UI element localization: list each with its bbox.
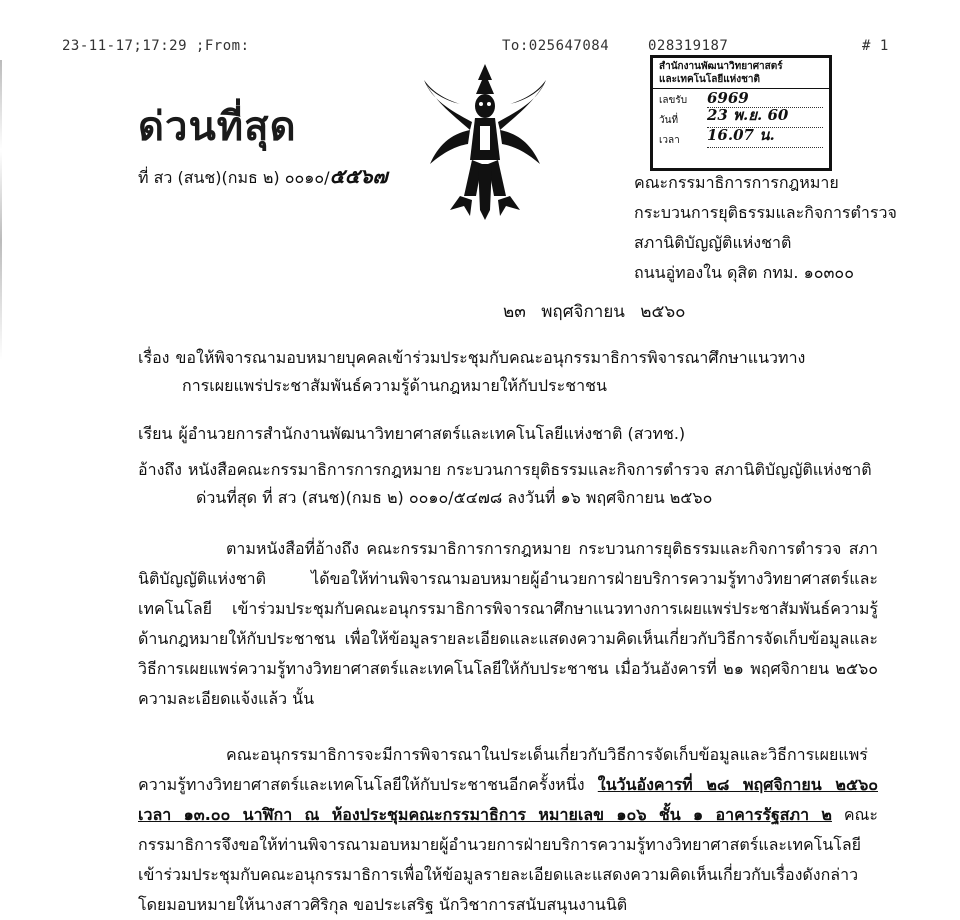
reference-handwritten-number: ๕๕๖๗ bbox=[329, 164, 388, 188]
subject-label: เรื่อง bbox=[138, 348, 170, 367]
urgency-label: ด่วนที่สุด bbox=[138, 103, 297, 150]
sender-address-line: กระบวนการยุติธรรมและกิจการตำรวจ bbox=[634, 203, 897, 222]
stamp-org-line1: สำนักงานพัฒนาวิทยาศาสตร์ bbox=[659, 61, 783, 72]
stamp-row-time bbox=[653, 126, 829, 149]
fax-header-number: 028319187 bbox=[648, 38, 729, 54]
paragraph-2-intro: คณะอนุกรรมาธิการจะมีการพิจารณาในประเด็นเกี่ยวกับวิธีการจัดเก็บข้อมูลและวิธีการเผยแพร่ความรู้ทางวิทยาศาสตร์และเทคโนโลยีให้กับประชาชนอีกครั้งหนึ่ง bbox=[138, 745, 868, 794]
stamp-value: 16.07 น. bbox=[707, 123, 823, 148]
sender-address-line: ถนนอู่ทองใน ดุสิต กทม. ๑๐๓๐๐ bbox=[634, 263, 854, 282]
reference-line2: ด่วนที่สุด ที่ สว (สนช)(กมธ ๒) ๐๐๑๐/๕๔๗๘ ลงวันที่ ๑๖ พฤศจิกายน ๒๕๖๐ bbox=[196, 488, 713, 507]
fax-header-to: To:025647084 bbox=[502, 38, 610, 54]
sender-address-line: คณะกรรมาธิการการกฎหมาย bbox=[634, 173, 839, 192]
letter-date: ๒๓ พฤศจิกายน ๒๕๖๐ bbox=[503, 302, 686, 322]
paragraph-2-request: คณะกรรมาธิการจึงขอให้ท่านพิจารณามอบหมายผู้อำนวยการฝ่ายบริการความรู้ทางวิทยาศาสตร์และเทคโนโลยี เข้าร่วมประชุมกับคณะอนุกรรมาธิการเพื่อให้ข้อมูลรายละเอียดและแสดงความคิดเห็นเกี่ยวกับเรื่องดังกล่าว โดยมอบหมายให้นางสาวศิริกุล ขอประเสริฐ นักวิชาการสนับสนุนงานนิติ bbox=[138, 805, 878, 914]
garuda-emblem-icon bbox=[420, 60, 550, 230]
recipient-field bbox=[138, 420, 918, 448]
reference-prefix: ที่ สว (สนช)(กมธ ๒) ๐๐๑๐/ bbox=[138, 168, 330, 187]
subject-field bbox=[138, 344, 918, 400]
stamp-label: วันที่ bbox=[659, 115, 679, 126]
sender-address bbox=[634, 168, 897, 288]
recipient-text: ผู้อำนวยการสำนักงานพัฒนาวิทยาศาสตร์และเทคโนโลยีแห่งชาติ (สวทช.) bbox=[178, 424, 686, 443]
scan-edge-mark bbox=[0, 60, 2, 360]
reference-field bbox=[138, 456, 938, 512]
received-stamp bbox=[650, 55, 832, 171]
recipient-label: เรียน bbox=[138, 424, 173, 443]
meeting-details-underlined: ในวันอังคารที่ ๒๘ พฤศจิกายน ๒๕๖๐ เวลา ๑๓.๐๐ นาฬิกา ณ ห้องประชุมคณะกรรมาธิการ หมายเลข ๑๐๖ ชั้น ๑ อาคารรัฐสภา ๒ bbox=[138, 775, 878, 824]
sender-address-line: สภานิติบัญญัติแห่งชาติ bbox=[634, 233, 792, 252]
stamp-value: 6969 bbox=[707, 89, 823, 108]
stamp-org bbox=[653, 58, 829, 89]
body-paragraph-1: ตามหนังสือที่อ้างถึง คณะกรรมาธิการการกฎหมาย กระบวนการยุติธรรมและกิจการตำรวจ สภานิติบัญญัติแห่งชาติ ได้ขอให้ท่านพิจารณามอบหมายผู้อำนวยการฝ่ายบริการความรู้ทางวิทยาศาสตร์และเทคโนโลยี เข้าร่วมประชุมกับคณะอนุกรรมาธิการพิจารณาศึกษาแนวทางการเผยแพร่ประชาสัมพันธ์ความรู้ด้านกฎหมายให้กับประชาชน เพื่อให้ข้อมูลรายละเอียดและแสดงความคิดเห็นเกี่ยวกับวิธีการจัดเก็บข้อมูลและวิธีการเผยแพร่ความรู้ทางวิทยาศาสตร์และเทคโนโลยีให้กับประชาชน เมื่อวันอังคารที่ ๒๑ พฤศจิกายน ๒๕๖๐ ความละเอียดแจ้งแล้ว นั้น bbox=[138, 539, 878, 708]
stamp-label: เลขรับ bbox=[659, 95, 688, 106]
stamp-label: เวลา bbox=[659, 135, 680, 146]
subject-line1: ขอให้พิจารณามอบหมายบุคคลเข้าร่วมประชุมกับคณะอนุกรรมาธิการพิจารณาศึกษาแนวทาง bbox=[175, 348, 806, 367]
stamp-org-line2: และเทคโนโลยีแห่งชาติ bbox=[659, 74, 761, 85]
document-reference bbox=[138, 160, 388, 192]
fax-header-page: # 1 bbox=[862, 38, 889, 54]
stamp-value: 23 พ.ย. 60 bbox=[707, 103, 823, 128]
subject-line2: การเผยแพร่ประชาสัมพันธ์ความรู้ด้านกฎหมายให้กับประชาชน bbox=[182, 376, 607, 395]
reference-line1: หนังสือคณะกรรมาธิการการกฎหมาย กระบวนการยุติธรรมและกิจการตำรวจ สภานิติบัญญัติแห่งชาติ bbox=[187, 460, 872, 479]
fax-header-timestamp: 23-11-17;17:29 ;From: bbox=[62, 38, 250, 54]
body-paragraph-2 bbox=[138, 740, 878, 920]
reference-label: อ้างถึง bbox=[138, 460, 182, 479]
